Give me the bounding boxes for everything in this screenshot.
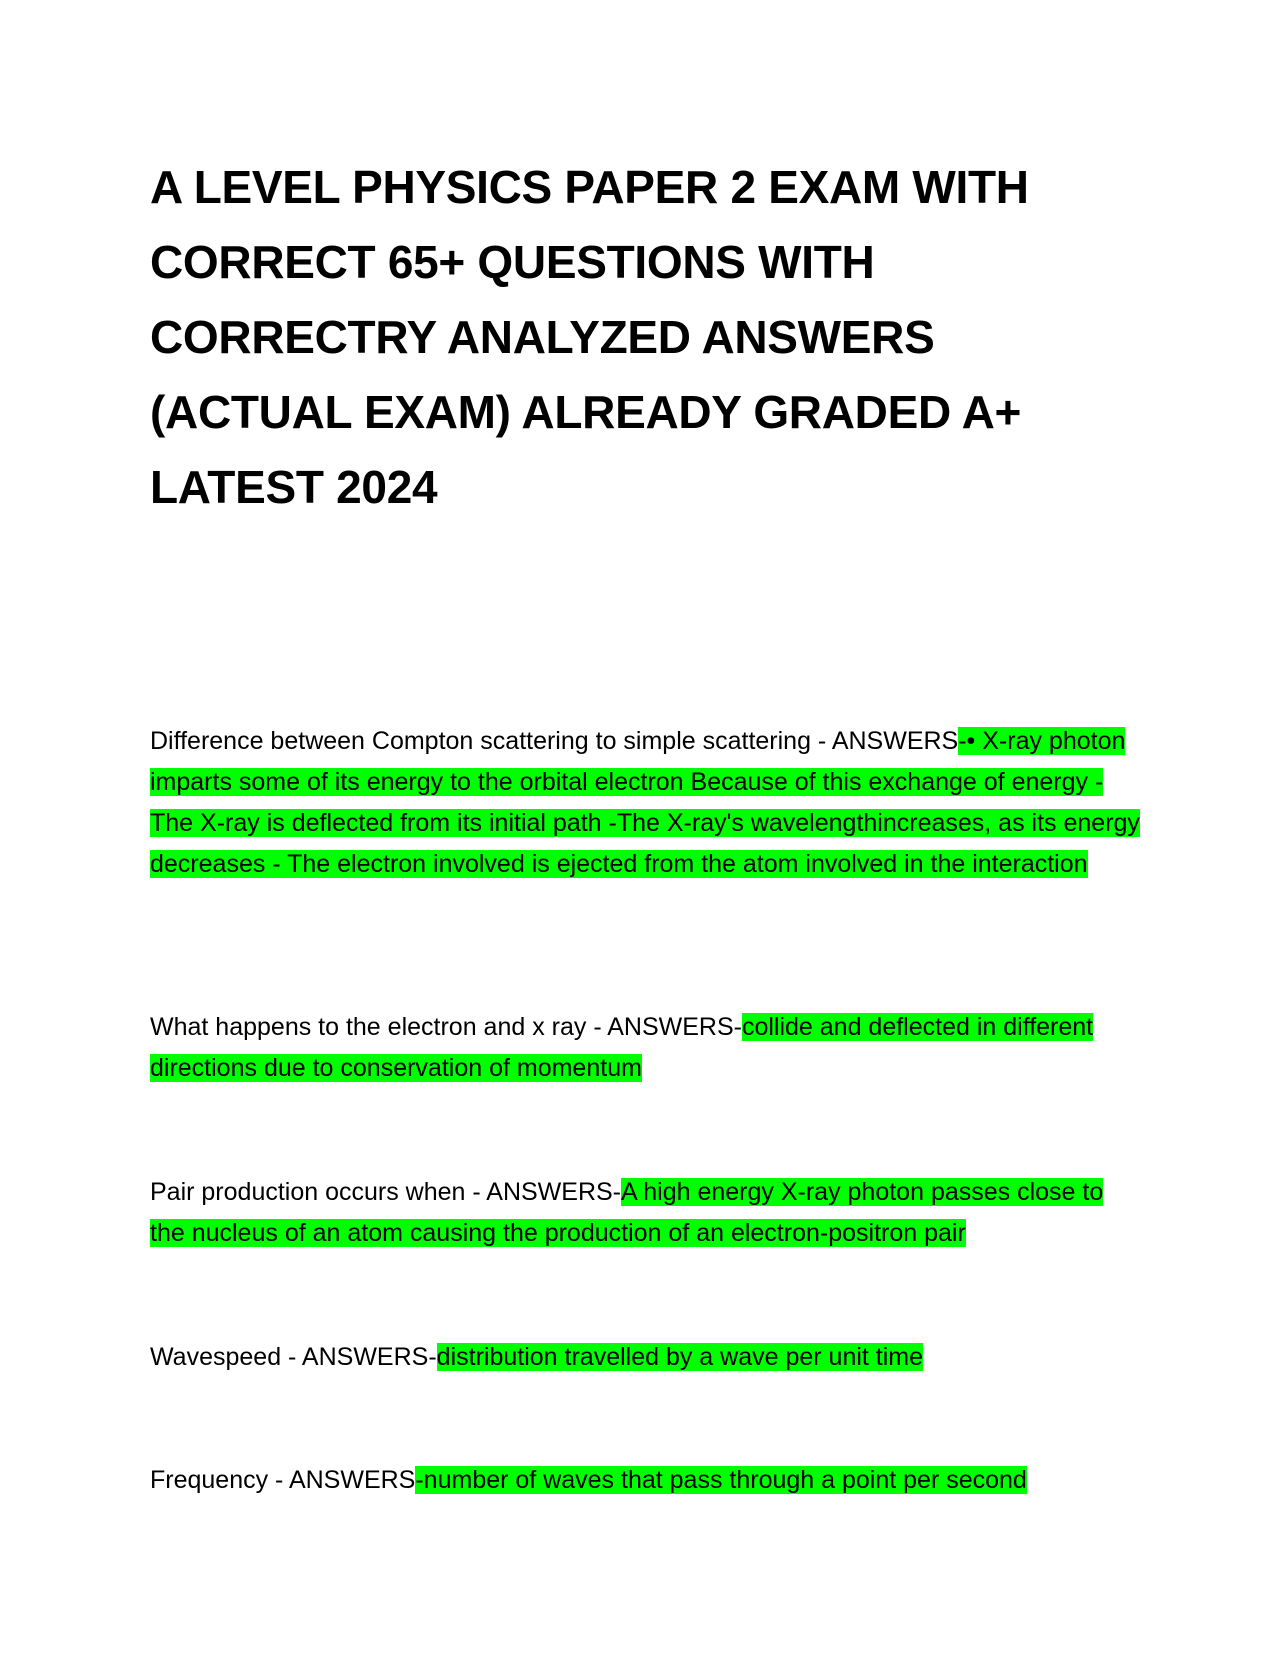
qa-item — [150, 1337, 1140, 1378]
qa-item — [150, 1460, 1140, 1501]
answer-highlight: -• X-ray photon imparts some of its energy to the orbital electron Because of this exchange of energy -The X-ray is deflected from its initial path -The X-ray's wavelengthincreases, as its energy decreases - The electron involved is ejected from the atom involved in the interaction — [150, 727, 1140, 878]
question-text: Difference between Compton scattering to simple scattering - ANSWERS — [150, 727, 959, 755]
answer-highlight: A high energy X-ray photon passes close to the nucleus of an atom causing the production of an electron-positron pair — [150, 1178, 1104, 1247]
answer-highlight: -number of waves that pass through a point per second — [415, 1466, 1027, 1494]
qa-item — [150, 1172, 1140, 1254]
question-text: Frequency - ANSWERS — [150, 1466, 416, 1494]
qa-item — [150, 721, 1140, 885]
question-text: Wavespeed - ANSWERS- — [150, 1343, 437, 1371]
document-title: A LEVEL PHYSICS PAPER 2 EXAM WITH CORRECT 65+ QUESTIONS WITH CORRECTRY ANALYZED ANSWERS (ACTUAL EXAM) ALREADY GRADED A+ LATEST 2024 — [150, 161, 1029, 513]
answer-highlight: distribution travelled by a wave per unit time — [436, 1343, 924, 1371]
qa-item — [150, 1007, 1140, 1089]
question-text: What happens to the electron and x ray - ANSWERS- — [150, 1013, 742, 1041]
answer-highlight: collide and deflected in different directions due to conservation of momentum — [150, 1013, 1094, 1082]
question-text: Pair production occurs when - ANSWERS- — [150, 1178, 622, 1206]
